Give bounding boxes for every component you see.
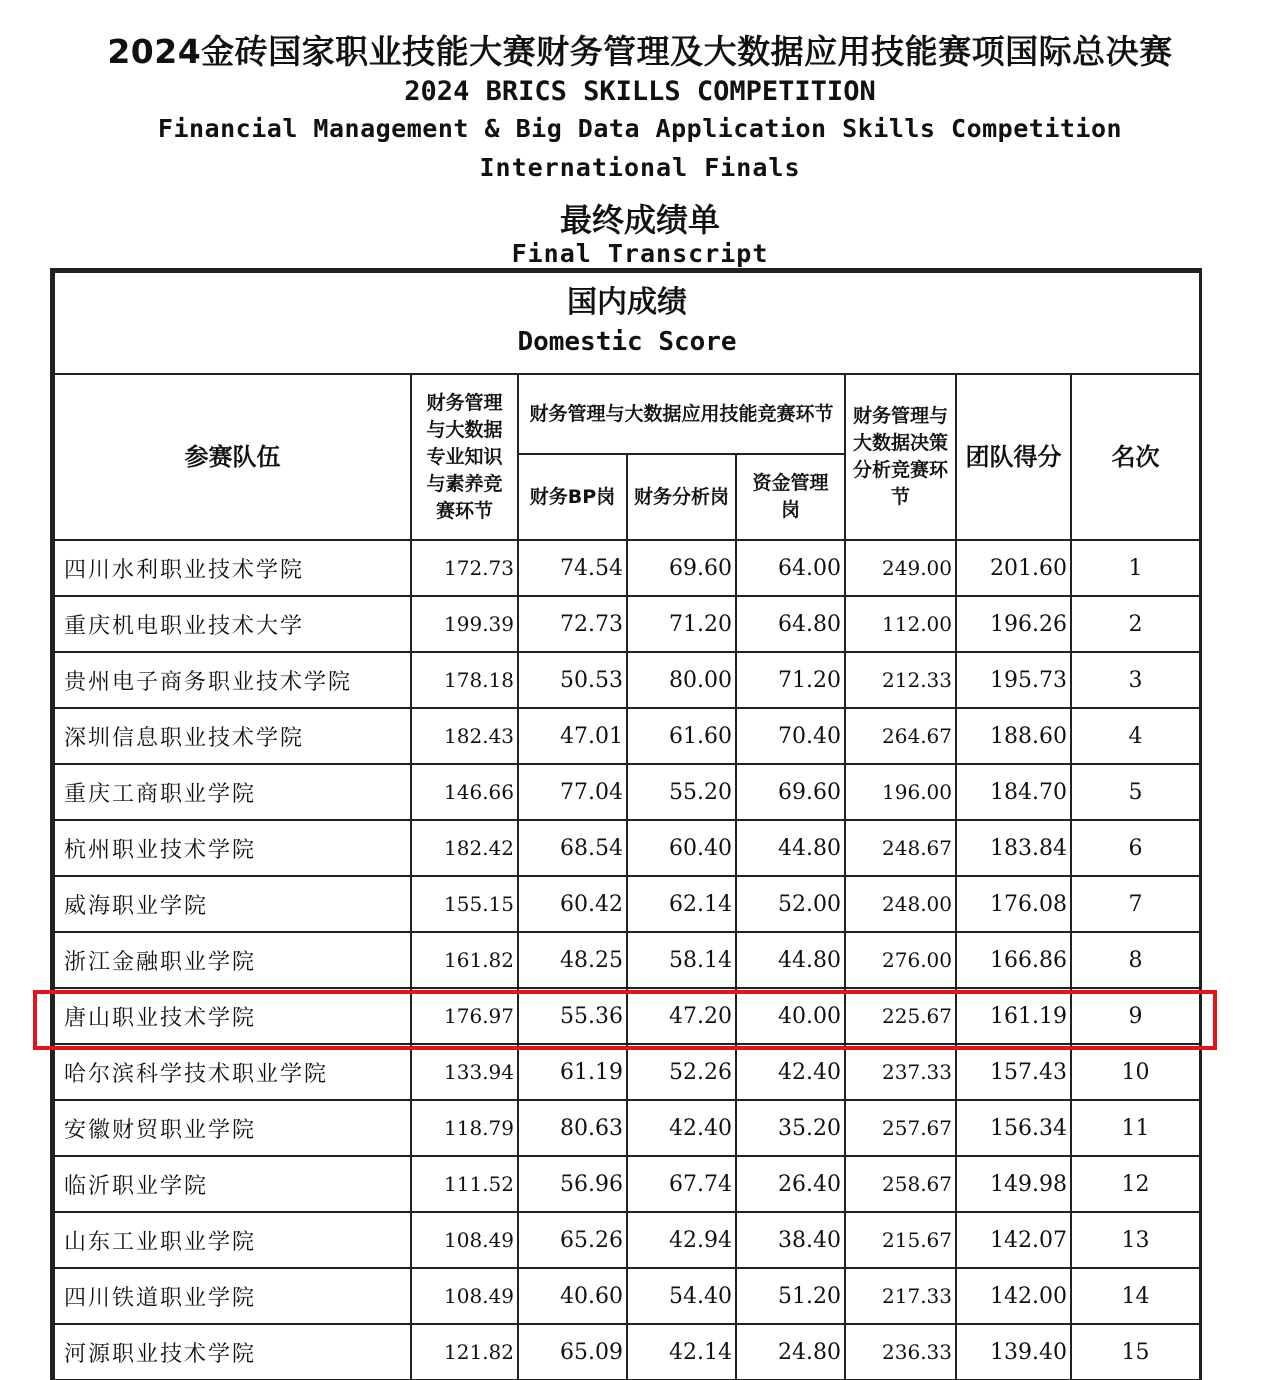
col-header-team: 参赛队伍: [54, 374, 411, 540]
section-caption: [54, 272, 1200, 374]
fund-score: 52.00: [736, 876, 845, 932]
fund-score: 70.40: [736, 708, 845, 764]
team-name: 重庆工商职业学院: [54, 764, 411, 820]
team-name: 唐山职业技术学院: [54, 988, 411, 1044]
rank-value: 2: [1071, 596, 1200, 652]
analysis-score: 42.14: [627, 1324, 736, 1380]
fund-score: 51.20: [736, 1268, 845, 1324]
decision-score: 196.00: [845, 764, 956, 820]
col-header-knowledge: 财务管理与大数据专业知识与素养竞赛环节: [411, 374, 518, 540]
document-title-en-line2: Financial Management & Big Data Application Skills Competition: [157, 114, 1123, 143]
section-title-en: Domestic Score: [517, 327, 737, 357]
bp-score: 74.54: [518, 540, 627, 596]
bp-score: 61.19: [518, 1044, 627, 1100]
col-header-application: 财务管理与大数据应用技能竞赛环节: [518, 374, 845, 454]
bp-score: 50.53: [518, 652, 627, 708]
table-row: [54, 1268, 1200, 1324]
decision-score: 112.00: [845, 596, 956, 652]
col-header-total: 团队得分: [956, 374, 1071, 540]
analysis-score: 62.14: [627, 876, 736, 932]
table-row: [54, 540, 1200, 596]
knowledge-score: 176.97: [411, 988, 518, 1044]
team-name: 浙江金融职业学院: [54, 932, 411, 988]
knowledge-score: 199.39: [411, 596, 518, 652]
knowledge-score: 146.66: [411, 764, 518, 820]
analysis-score: 71.20: [627, 596, 736, 652]
decision-score: 249.00: [845, 540, 956, 596]
table-row: [54, 596, 1200, 652]
team-name: 河源职业技术学院: [54, 1324, 411, 1380]
fund-score: 69.60: [736, 764, 845, 820]
team-total-score: 176.08: [956, 876, 1071, 932]
col-header-decision: 财务管理与大数据决策分析竞赛环节: [845, 374, 956, 540]
knowledge-score: 182.43: [411, 708, 518, 764]
document-title-en-line3: International Finals: [479, 153, 801, 182]
team-name: 重庆机电职业技术大学: [54, 596, 411, 652]
team-total-score: 188.60: [956, 708, 1071, 764]
fund-score: 64.00: [736, 540, 845, 596]
bp-score: 40.60: [518, 1268, 627, 1324]
knowledge-score: 172.73: [411, 540, 518, 596]
fund-score: 71.20: [736, 652, 845, 708]
analysis-score: 47.20: [627, 988, 736, 1044]
team-total-score: 183.84: [956, 820, 1071, 876]
table-row: [54, 820, 1200, 876]
analysis-score: 61.60: [627, 708, 736, 764]
rank-value: 1: [1071, 540, 1200, 596]
table-row: [54, 1324, 1200, 1380]
team-total-score: 156.34: [956, 1100, 1071, 1156]
analysis-score: 69.60: [627, 540, 736, 596]
team-total-score: 196.26: [956, 596, 1071, 652]
table-row: [54, 764, 1200, 820]
decision-score: 257.67: [845, 1100, 956, 1156]
knowledge-score: 111.52: [411, 1156, 518, 1212]
bp-score: 55.36: [518, 988, 627, 1044]
fund-score: 35.20: [736, 1100, 845, 1156]
decision-score: 212.33: [845, 652, 956, 708]
score-table: [53, 271, 1201, 1380]
table-row: [54, 1044, 1200, 1100]
team-total-score: 184.70: [956, 764, 1071, 820]
team-total-score: 161.19: [956, 988, 1071, 1044]
analysis-score: 42.40: [627, 1100, 736, 1156]
knowledge-score: 133.94: [411, 1044, 518, 1100]
team-name: 安徽财贸职业学院: [54, 1100, 411, 1156]
col-header-bp: 财务BP岗: [518, 454, 627, 540]
team-name: 威海职业学院: [54, 876, 411, 932]
table-row: [54, 1100, 1200, 1156]
fund-score: 38.40: [736, 1212, 845, 1268]
team-total-score: 139.40: [956, 1324, 1071, 1380]
decision-score: 225.67: [845, 988, 956, 1044]
analysis-score: 55.20: [627, 764, 736, 820]
col-header-fund: 资金管理岗: [736, 454, 845, 540]
bp-score: 47.01: [518, 708, 627, 764]
analysis-score: 67.74: [627, 1156, 736, 1212]
team-total-score: 142.07: [956, 1212, 1071, 1268]
team-name: 哈尔滨科学技术职业学院: [54, 1044, 411, 1100]
score-table-container: [50, 268, 1202, 1380]
team-total-score: 149.98: [956, 1156, 1071, 1212]
fund-score: 44.80: [736, 932, 845, 988]
fund-score: 42.40: [736, 1044, 845, 1100]
fund-score: 44.80: [736, 820, 845, 876]
decision-score: 215.67: [845, 1212, 956, 1268]
document-title-en-line1: 2024 BRICS SKILLS COMPETITION: [404, 76, 876, 107]
knowledge-score: 108.49: [411, 1212, 518, 1268]
rank-value: 14: [1071, 1268, 1200, 1324]
col-header-rank: 名次: [1071, 374, 1200, 540]
decision-score: 264.67: [845, 708, 956, 764]
knowledge-score: 118.79: [411, 1100, 518, 1156]
bp-score: 77.04: [518, 764, 627, 820]
knowledge-score: 178.18: [411, 652, 518, 708]
score-table-body: [54, 540, 1200, 1380]
table-row: [54, 932, 1200, 988]
team-name: 临沂职业学院: [54, 1156, 411, 1212]
knowledge-score: 161.82: [411, 932, 518, 988]
table-row: [54, 876, 1200, 932]
decision-score: 236.33: [845, 1324, 956, 1380]
rank-value: 11: [1071, 1100, 1200, 1156]
team-name: 贵州电子商务职业技术学院: [54, 652, 411, 708]
analysis-score: 58.14: [627, 932, 736, 988]
team-total-score: 142.00: [956, 1268, 1071, 1324]
analysis-score: 80.00: [627, 652, 736, 708]
col-header-analysis: 财务分析岗: [627, 454, 736, 540]
team-total-score: 201.60: [956, 540, 1071, 596]
fund-score: 64.80: [736, 596, 845, 652]
analysis-score: 42.94: [627, 1212, 736, 1268]
decision-score: 248.67: [845, 820, 956, 876]
team-name: 杭州职业技术学院: [54, 820, 411, 876]
knowledge-score: 155.15: [411, 876, 518, 932]
knowledge-score: 121.82: [411, 1324, 518, 1380]
table-row: [54, 988, 1200, 1044]
fund-score: 26.40: [736, 1156, 845, 1212]
bp-score: 80.63: [518, 1100, 627, 1156]
bp-score: 48.25: [518, 932, 627, 988]
rank-value: 10: [1071, 1044, 1200, 1100]
decision-score: 237.33: [845, 1044, 956, 1100]
bp-score: 65.09: [518, 1324, 627, 1380]
team-name: 深圳信息职业技术学院: [54, 708, 411, 764]
rank-value: 6: [1071, 820, 1200, 876]
decision-score: 258.67: [845, 1156, 956, 1212]
team-name: 四川铁道职业学院: [54, 1268, 411, 1324]
table-row: [54, 1156, 1200, 1212]
team-name: 四川水利职业技术学院: [54, 540, 411, 596]
bp-score: 68.54: [518, 820, 627, 876]
knowledge-score: 182.42: [411, 820, 518, 876]
rank-value: 5: [1071, 764, 1200, 820]
rank-value: 15: [1071, 1324, 1200, 1380]
bp-score: 65.26: [518, 1212, 627, 1268]
document-subtitle-en: Final Transcript: [511, 239, 769, 268]
bp-score: 72.73: [518, 596, 627, 652]
team-total-score: 166.86: [956, 932, 1071, 988]
knowledge-score: 108.49: [411, 1268, 518, 1324]
rank-value: 12: [1071, 1156, 1200, 1212]
bp-score: 56.96: [518, 1156, 627, 1212]
decision-score: 217.33: [845, 1268, 956, 1324]
rank-value: 7: [1071, 876, 1200, 932]
rank-value: 9: [1071, 988, 1200, 1044]
document-title-cn: 2024金砖国家职业技能大赛财务管理及大数据应用技能赛项国际总决赛: [107, 32, 1173, 71]
document-subtitle-cn: 最终成绩单: [559, 201, 720, 239]
team-name: 山东工业职业学院: [54, 1212, 411, 1268]
bp-score: 60.42: [518, 876, 627, 932]
rank-value: 13: [1071, 1212, 1200, 1268]
analysis-score: 60.40: [627, 820, 736, 876]
table-row: [54, 1212, 1200, 1268]
table-row: [54, 708, 1200, 764]
section-title-cn: 国内成绩: [567, 285, 688, 320]
team-total-score: 157.43: [956, 1044, 1071, 1100]
analysis-score: 52.26: [627, 1044, 736, 1100]
rank-value: 3: [1071, 652, 1200, 708]
decision-score: 248.00: [845, 876, 956, 932]
team-total-score: 195.73: [956, 652, 1071, 708]
analysis-score: 54.40: [627, 1268, 736, 1324]
table-row: [54, 652, 1200, 708]
decision-score: 276.00: [845, 932, 956, 988]
fund-score: 40.00: [736, 988, 845, 1044]
fund-score: 24.80: [736, 1324, 845, 1380]
rank-value: 4: [1071, 708, 1200, 764]
rank-value: 8: [1071, 932, 1200, 988]
